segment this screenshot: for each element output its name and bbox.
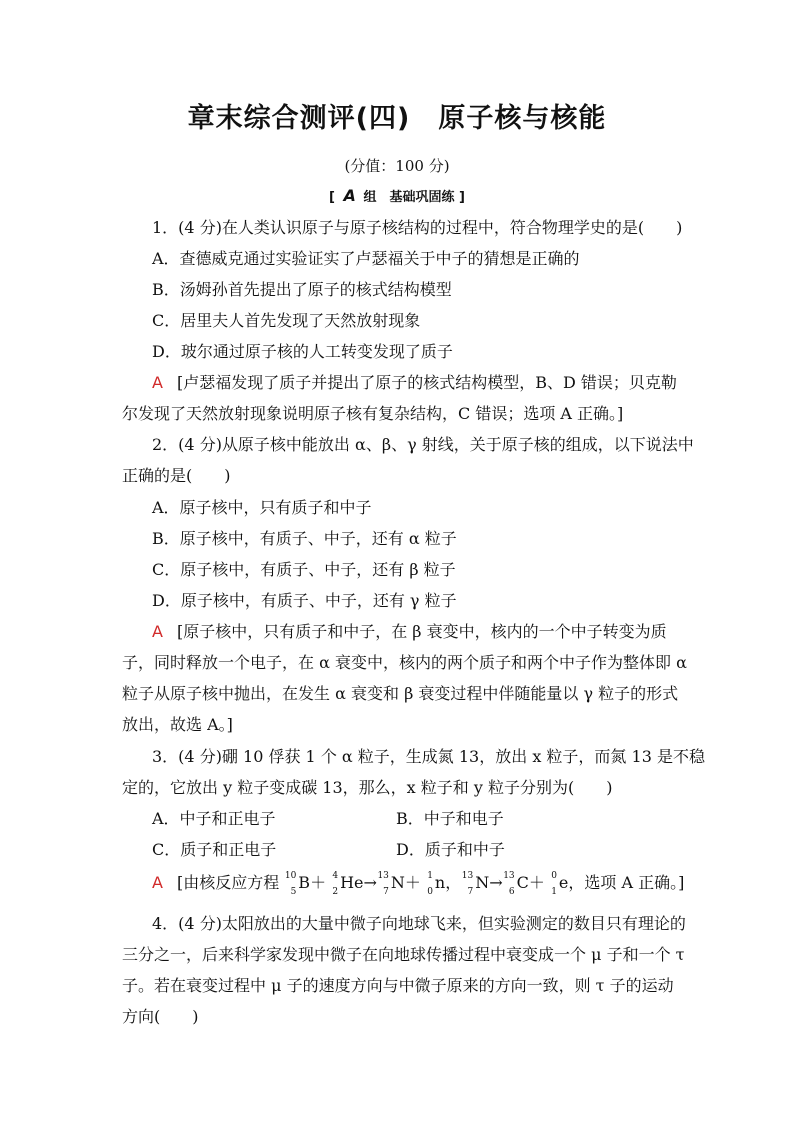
score-info: (分值：100 分) [344, 157, 450, 175]
q2-explanation-line-2: 子，同时释放一个电子，在 α 衰变中，核内的两个质子和两个中子作为整体即 α [122, 653, 687, 672]
q3-stem-line-2: 定的，它放出 y 粒子变成碳 13，那么，x 粒子和 y 粒子分别为( ) [122, 778, 613, 797]
neutron-charge-number: 0 [427, 886, 433, 897]
q2-answer: A [152, 622, 163, 641]
nitrogen-atomic-number: 7 [467, 886, 474, 897]
neutron-index [421, 870, 435, 897]
helium-mass-number: 4 [332, 870, 339, 881]
nitrogen-atomic-number: 7 [383, 886, 389, 897]
q3-explanation-line [152, 870, 685, 897]
q3-stem-line-1: 3．(4 分)硼 10 俘获 1 个 α 粒子，生成氮 13，放出 x 粒子，而氮 13 是不稳 [152, 747, 705, 766]
q1-stem: 1．(4 分)在人类认识原子与原子核结构的过程中，符合物理学史的是( ) [152, 218, 683, 237]
q4-stem-line-4: 方向( ) [122, 1007, 199, 1026]
page-title: 章末综合测评(四) 原子核与核能 [187, 103, 607, 134]
q1-option-a: A．查德威克通过实验证实了卢瑟福关于中子的猜想是正确的 [152, 249, 580, 268]
carbon-isotope-index [503, 870, 517, 897]
q2-option-c: C．原子核中，有质子、中子，还有 β 粒子 [152, 560, 456, 579]
reaction-arrow: → [363, 873, 377, 892]
plus-sign: ＋ [404, 873, 421, 892]
nitrogen-symbol: N [390, 873, 405, 892]
nitrogen-mass-number: 13 [377, 870, 389, 881]
section-header [0, 186, 794, 205]
q2-stem-line-1: 2．(4 分)从原子核中能放出 α、β、γ 射线，关于原子核的组成，以下说法中 [152, 435, 694, 454]
q2-explanation-text-1: [原子核中，只有质子和中子，在 β 衰变中，核内的一个中子转变为质 [176, 622, 667, 641]
nitrogen-isotope-index [377, 870, 391, 897]
positron-symbol: e [558, 873, 569, 892]
section-open-bracket: [ [329, 190, 335, 205]
q3-option-d: D．质子和中子 [396, 840, 505, 859]
q2-stem-line-2: 正确的是( ) [122, 466, 231, 485]
helium-isotope-index [326, 870, 340, 897]
helium-symbol: He [340, 873, 364, 892]
q2-option-d: D．原子核中，有质子、中子，还有 γ 粒子 [152, 591, 457, 610]
nitrogen-mass-number: 13 [461, 870, 474, 881]
group-badge: A [343, 186, 356, 205]
q2-option-a: A．原子核中，只有质子和中子 [152, 498, 372, 517]
q3-option-a: A．中子和正电子 [152, 809, 276, 828]
neutron-mass-number: 1 [427, 870, 433, 881]
q3-explanation-prefix: [由核反应方程 [176, 873, 280, 892]
q3-option-c: C．质子和正电子 [152, 840, 277, 859]
q1-answer: A [152, 373, 163, 392]
q1-option-c: C．居里夫人首先发现了天然放射现象 [152, 311, 421, 330]
q3-answer: A [152, 873, 163, 892]
positron-mass-number: 0 [551, 870, 557, 881]
carbon-mass-number: 13 [503, 870, 515, 881]
q3-explanation-suffix: ，选项 A 正确。] [568, 873, 685, 892]
boron-isotope-index [284, 870, 298, 897]
plus-sign: ＋ [528, 873, 545, 892]
plus-sign: ＋ [310, 873, 327, 892]
equation-comma: ， [445, 873, 462, 892]
boron-symbol: B [298, 873, 311, 892]
neutron-symbol: n [434, 873, 446, 892]
q2-explanation-line-1 [152, 622, 667, 642]
helium-atomic-number: 2 [332, 886, 339, 897]
positron-index [545, 870, 559, 897]
q4-stem-line-1: 4．(4 分)太阳放出的大量中微子向地球飞来，但实验测定的数目只有理论的 [152, 914, 686, 933]
q1-explanation-text-1: [卢瑟福发现了质子并提出了原子的核式结构模型，B、D 错误；贝克勒 [176, 373, 677, 392]
q2-explanation-line-4: 放出，故选 A。] [122, 715, 233, 734]
boron-mass-number: 10 [284, 870, 297, 881]
nuclear-equation [284, 870, 569, 897]
q1-explanation-line-2: 尔发现了天然放射现象说明原子核有复杂结构，C 错误；选项 A 正确。] [122, 404, 624, 423]
q1-explanation-line-1 [152, 373, 677, 393]
section-label: 组 基础巩固练 [363, 190, 455, 205]
q3-option-b: B．中子和电子 [396, 809, 504, 828]
nitrogen-isotope-index-2 [461, 870, 475, 897]
carbon-symbol: C [516, 873, 529, 892]
q4-stem-line-2: 三分之一，后来科学家发现中微子在向地球传播过程中衰变成一个 μ 子和一个 τ [122, 945, 685, 964]
carbon-atomic-number: 6 [508, 886, 515, 897]
q2-option-b: B．原子核中，有质子、中子，还有 α 粒子 [152, 529, 457, 548]
boron-atomic-number: 5 [290, 886, 297, 897]
reaction-arrow: → [489, 873, 503, 892]
q4-stem-line-3: 子。若在衰变过程中 μ 子的速度方向与中微子原来的方向一致，则 τ 子的运动 [122, 976, 674, 995]
positron-charge-number: 1 [551, 886, 557, 897]
nitrogen-symbol: N [475, 873, 490, 892]
q1-option-d: D．玻尔通过原子核的人工转变发现了质子 [152, 342, 453, 361]
q1-option-b: B．汤姆孙首先提出了原子的核式结构模型 [152, 280, 452, 299]
q2-explanation-line-3: 粒子从原子核中抛出，在发生 α 衰变和 β 衰变过程中伴随能量以 γ 粒子的形式 [122, 684, 679, 703]
section-close-bracket: ] [459, 190, 465, 205]
